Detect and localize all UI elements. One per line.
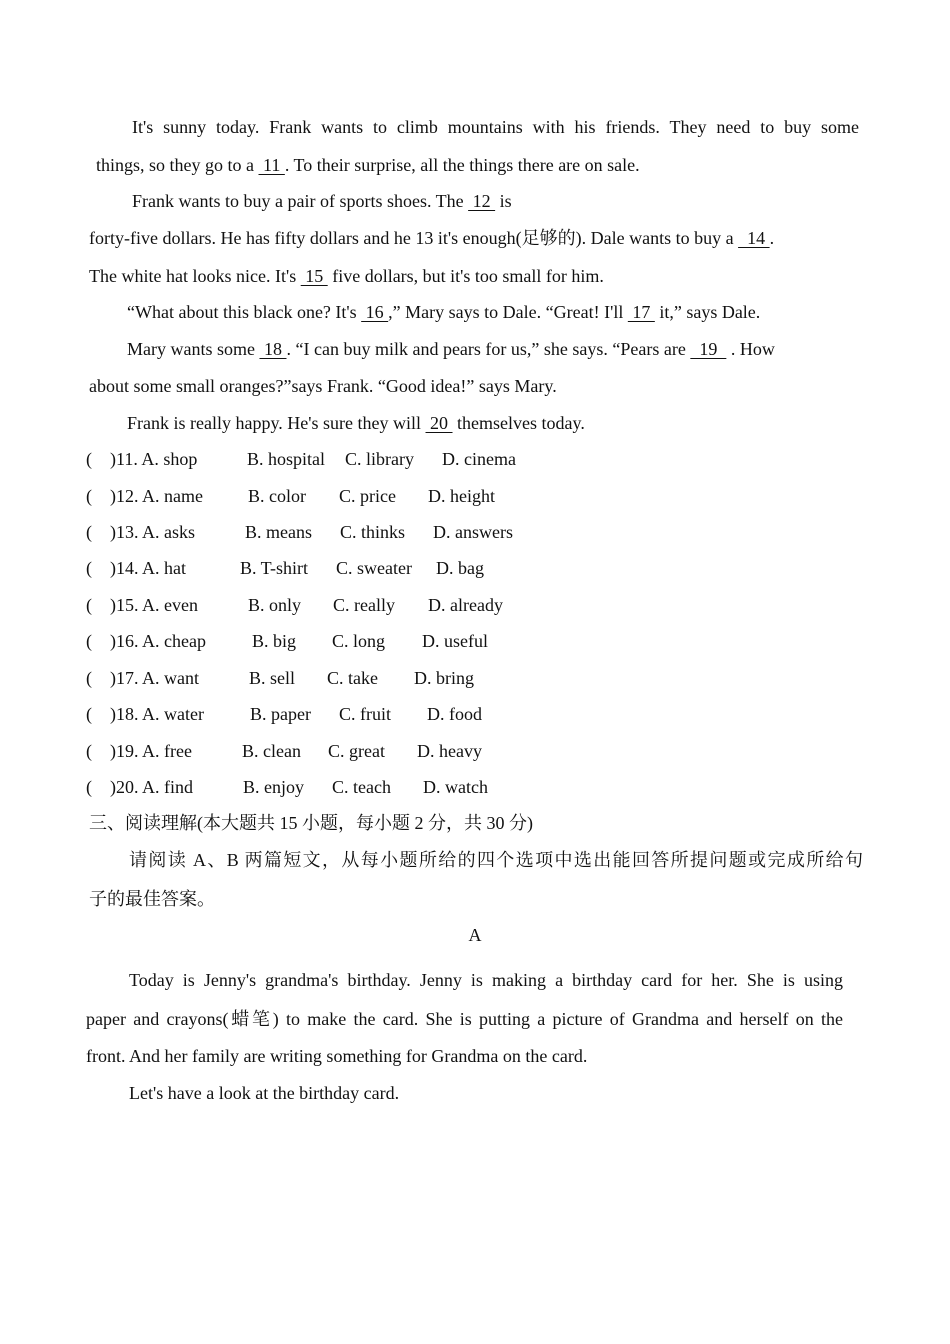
instructions-line-1: 请阅读 A、B 两篇短文，从每小题所给的四个选项中选出能回答所提问题或完成所给句 [129, 850, 863, 870]
option-c: C. great [328, 741, 385, 761]
option-b: B. T-shirt [240, 558, 309, 578]
option-c: C. thinks [340, 522, 406, 542]
text: Frank wants to buy a pair of sports shoes. The [132, 191, 469, 211]
option-d: D. answers [433, 522, 513, 542]
option-d: D. heavy [417, 741, 482, 761]
blank-15: 15 [300, 266, 328, 286]
cloze-paragraph-4-line-2: about some small oranges?”says Frank. “Good idea!” says Mary. [89, 376, 557, 396]
text: five dollars, but it's too small for him. [327, 266, 604, 286]
text: forty-five dollars. He has fifty dollars and he 13 it's enough(足够的). Dale wants to buy a [89, 228, 739, 248]
blank-16: 16 [361, 302, 389, 322]
text: things, so they go to a [96, 155, 259, 175]
option-d: D. bring [414, 668, 474, 688]
option-b: B. big [252, 631, 297, 651]
question-number: ( )19. A. free [86, 741, 192, 761]
cloze-paragraph-1-line-1: It's sunny today. Frank wants to climb mountains with his friends. They need to buy some [132, 117, 859, 137]
cloze-paragraph-2-line-2 [89, 227, 774, 249]
question-number: ( )11. A. shop [86, 449, 198, 469]
question-number: ( )15. A. even [86, 595, 198, 615]
option-b: B. hospital [247, 449, 326, 469]
text: ,” Mary says to Dale. “Great! I'll [388, 302, 628, 322]
option-d: D. bag [436, 558, 484, 578]
option-d: D. useful [422, 631, 488, 651]
passage-a-line-2: paper and crayons(蜡笔) to make the card. She is putting a picture of Grandma and herself on the [86, 1009, 843, 1029]
option-d: D. food [427, 704, 482, 724]
text: . To their surprise, all the things there are on sale. [284, 155, 640, 175]
question-number: ( )13. A. asks [86, 522, 195, 542]
cloze-paragraph-5 [127, 412, 585, 434]
question-number: ( )14. A. hat [86, 558, 186, 578]
blank-17: 17 [627, 302, 655, 322]
text: Frank is really happy. He's sure they will [127, 413, 426, 433]
section-heading: 三、阅读理解(本大题共 15 小题，每小题 2 分，共 30 分) [89, 813, 533, 833]
option-b: B. enjoy [243, 777, 304, 797]
question-number: ( )17. A. want [86, 668, 199, 688]
option-b: B. color [248, 486, 306, 506]
option-d: D. already [428, 595, 503, 615]
option-b: B. sell [249, 668, 296, 688]
option-b: B. only [248, 595, 302, 615]
question-number: ( )12. A. name [86, 486, 203, 506]
passage-label: A [468, 925, 482, 945]
option-b: B. clean [242, 741, 301, 761]
text: is [495, 191, 512, 211]
question-number: ( )16. A. cheap [86, 631, 206, 651]
text: it,” says Dale. [654, 302, 761, 322]
option-c: C. teach [332, 777, 391, 797]
blank-12: 12 [468, 191, 496, 211]
option-d: D. cinema [442, 449, 516, 469]
option-b: B. means [245, 522, 312, 542]
option-d: D. height [428, 486, 495, 506]
cloze-paragraph-3 [127, 301, 760, 323]
cloze-paragraph-1-line-2 [96, 154, 640, 176]
passage-a-line-4: Let's have a look at the birthday card. [129, 1083, 400, 1103]
option-c: C. fruit [339, 704, 391, 724]
blank-11: 11 [258, 155, 285, 175]
option-c: C. price [339, 486, 396, 506]
blank-18: 18 [259, 339, 287, 359]
cloze-paragraph-2-line-1 [132, 190, 512, 212]
text: . “I can buy milk and pears for us,” she says. “Pears are [286, 339, 691, 359]
blank-14: 14 [738, 228, 770, 248]
option-c: C. library [345, 449, 414, 469]
option-d: D. watch [423, 777, 488, 797]
question-number: ( )20. A. find [86, 777, 193, 797]
text: themselves today. [452, 413, 585, 433]
text: . How [726, 339, 775, 359]
option-b: B. paper [250, 704, 311, 724]
option-c: C. sweater [336, 558, 412, 578]
blank-20: 20 [425, 413, 453, 433]
blank-19: 19 [690, 339, 727, 359]
text: . [769, 228, 775, 248]
passage-a-line-1: Today is Jenny's grandma's birthday. Jenny is making a birthday card for her. She is using [129, 970, 843, 990]
text: Mary wants some [127, 339, 260, 359]
option-c: C. take [327, 668, 378, 688]
text: The white hat looks nice. It's [89, 266, 301, 286]
instructions-line-2: 子的最佳答案。 [89, 889, 215, 909]
option-c: C. long [332, 631, 386, 651]
text: “What about this black one? It's [127, 302, 362, 322]
question-number: ( )18. A. water [86, 704, 204, 724]
option-c: C. really [333, 595, 395, 615]
cloze-paragraph-2-line-3 [89, 265, 604, 287]
passage-a-line-3: front. And her family are writing something for Grandma on the card. [86, 1046, 588, 1066]
cloze-paragraph-4-line-1 [127, 338, 775, 360]
